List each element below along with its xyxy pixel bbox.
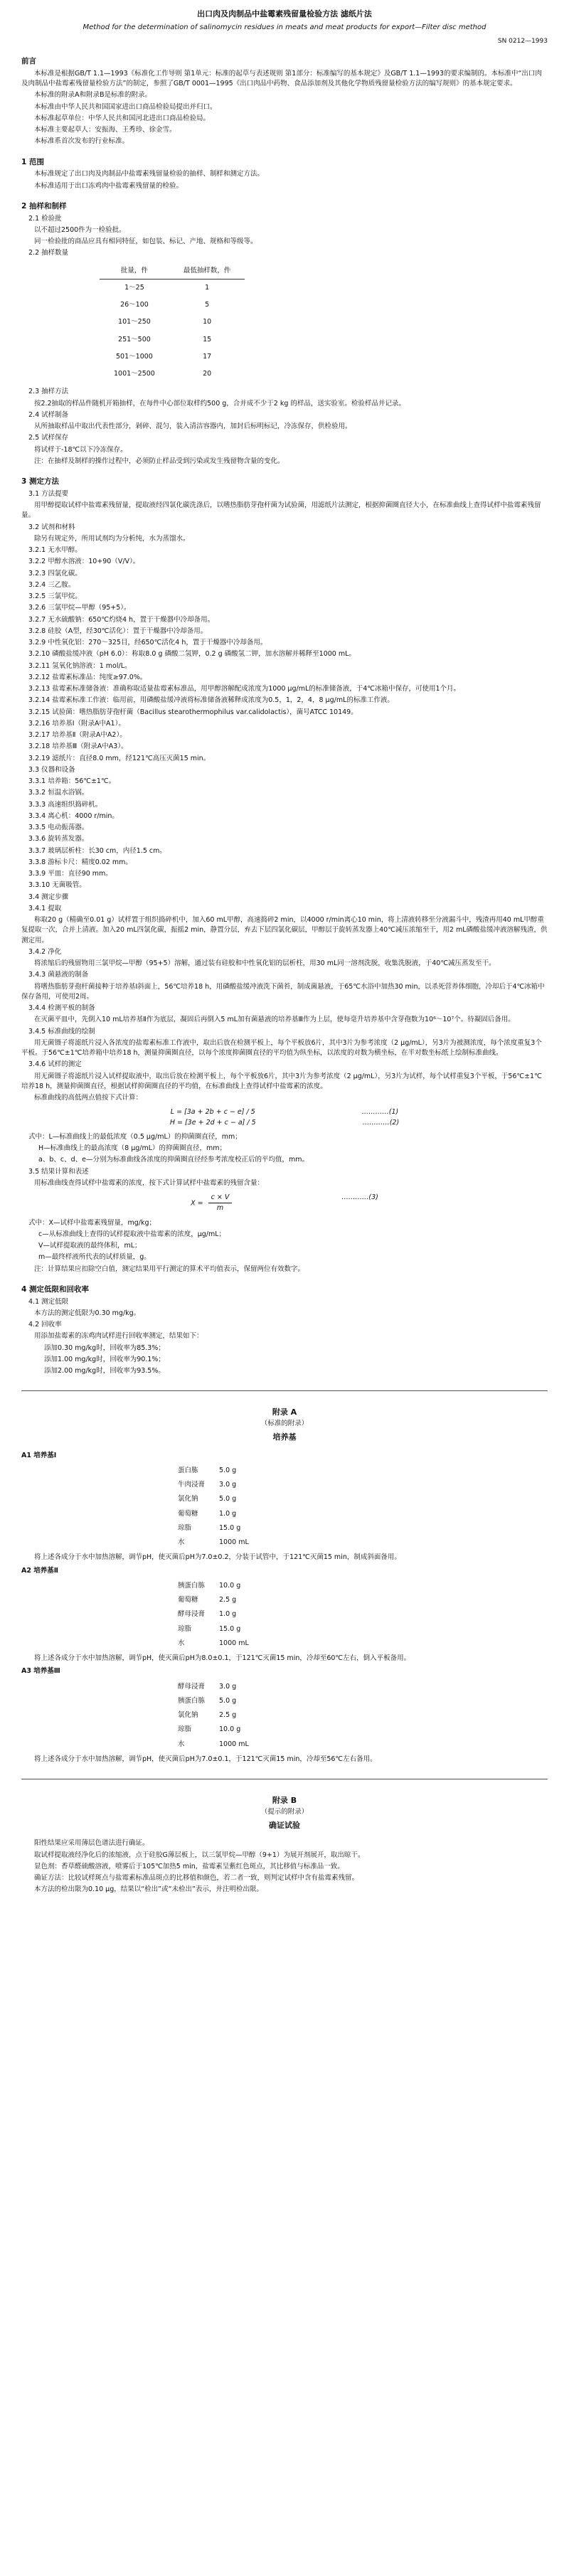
- reagent-item: 3.2.2 甲醇水溶液：10+90（V/V）。: [28, 558, 140, 566]
- ingredient: 水: [178, 1538, 185, 1546]
- reagent-item: 3.2.7 无水硫酸钠：650℃灼烧4 h，置于干燥器中冷却备用。: [28, 615, 215, 624]
- formula-row: [21, 1193, 548, 1214]
- table-cell: 17: [203, 352, 212, 361]
- appendix-b-title: 附录 B: [272, 1796, 297, 1805]
- equipment-item: 3.3.7 玻璃层析柱：长30 cm，内径1.5 cm。: [28, 846, 166, 855]
- doc-subtitle: Method for the determination of salinomycin residues in meats and meat products for export—Filter disc method: [83, 23, 486, 31]
- amount: 15.0 g: [219, 1523, 241, 1532]
- ingredient: 牛肉浸膏: [178, 1481, 206, 1489]
- equipment-item: 3.3.9 平皿：直径90 mm。: [28, 870, 112, 878]
- formula-legend: m—最终样液所代表的试样质量，g。: [38, 1253, 151, 1262]
- clause-text: 按2.2抽取的样品件随机开箱抽样，在每件中心部位取样约500 g，合并成不少于2 kg 的样品，送实验室。检验样品并记录。: [34, 399, 405, 408]
- equipment-item: 3.3.6 旋转蒸发器。: [28, 835, 89, 843]
- formula-h: H = [3e + 2d + c − a] / 5: [169, 1118, 256, 1127]
- amount: 1000 mL: [219, 1740, 249, 1748]
- reagent-item: 3.2.1 无水甲醇。: [28, 546, 82, 554]
- clause: 2.1 检验批: [28, 214, 62, 223]
- amount: 10.0 g: [219, 1725, 241, 1734]
- formula-legend: c—从标准曲线上查得的试样提取液中盐霉素的浓度，μg/mL；: [38, 1230, 226, 1238]
- amount: 3.0 g: [219, 1481, 237, 1489]
- formula-l: L = [3a + 2b + c − e] / 5: [170, 1108, 255, 1117]
- table-cell: 5: [205, 301, 210, 309]
- equipment-item: 3.3.2 恒温水浴锅。: [28, 789, 89, 797]
- section-1-heading: 1 范围: [21, 157, 44, 166]
- doc-title: 出口肉及肉制品中盐霉素残留量检验方法 滤纸片法: [197, 9, 372, 18]
- clause: 3.3 仪器和设备: [28, 765, 75, 774]
- clause-text: 将试样于-18℃以下冷冻保存。: [34, 445, 127, 454]
- table-row: [171, 1593, 304, 1607]
- amount: 5.0 g: [219, 1495, 237, 1503]
- section-3-heading: 3 测定方法: [21, 477, 59, 486]
- clause: 3.1 方法提要: [28, 489, 69, 498]
- table-cell: 501～1000: [116, 352, 153, 361]
- table-cell: 1: [205, 283, 210, 292]
- table-row: [171, 1579, 304, 1593]
- appendix-b-paragraph: 确证方法：比较试样斑点与盐霉素标准品斑点的比移值和颜色，若二者一致，则判定试样中含有盐霉素残留。: [34, 1874, 359, 1882]
- table-row: [171, 1521, 304, 1536]
- appendix-a-name: 培养基: [272, 1432, 297, 1442]
- medium-2-heading: A2 培养基Ⅱ: [21, 1566, 59, 1575]
- medium-3-heading: A3 培养基Ⅲ: [21, 1667, 60, 1676]
- table-row: [100, 348, 245, 366]
- medium-2-table: [171, 1579, 304, 1651]
- reagent-item: 3.2.10 磷酸盐缓冲液（pH 6.0）：称取8.0 g 磷酸二氢钾，0.2 g 磷酸氢二钾，加水溶解并稀释至1000 mL。: [28, 650, 356, 659]
- amount: 2.5 g: [219, 1596, 237, 1604]
- foreword-paragraph: 本标准起草单位：中华人民共和国河北进出口商品检验局。: [34, 114, 211, 122]
- foreword-paragraph: 本标准主要起草人：安振海、王秀珍、徐金雪。: [34, 126, 176, 134]
- section-4-heading: 4 测定低限和回收率: [21, 1284, 89, 1294]
- formula-legend: 式中：X—试样中盐霉素残留量，mg/kg；: [28, 1218, 156, 1227]
- reagent-item: 3.2.13 盐霉素标准储备液：准确称取适量盐霉素标准品，用甲醇溶解配成浓度为1000 μg/mL的标准储备液，于4℃冰箱中保存，可使用1个月。: [28, 685, 461, 693]
- reagent-item: 3.2.6 三氯甲烷—甲醇（95+5）。: [28, 604, 131, 612]
- clause: 3.4.3 菌悬液的制备: [28, 971, 89, 979]
- formula-block: [21, 1107, 548, 1128]
- formula-denominator: m: [216, 1204, 224, 1213]
- standard-id: SN 0212—1993: [497, 37, 548, 45]
- table-header: 批量，件: [100, 263, 169, 280]
- clause-text: 除另有规定外，所用试剂均为分析纯，水为蒸馏水。: [34, 534, 190, 543]
- equipment-item: 3.3.3 高速组织捣碎机。: [28, 800, 102, 809]
- reagent-item: 3.2.11 氢氧化钠溶液：1 mol/L。: [28, 661, 132, 670]
- list-item: 添加1.00 mg/kg时，回收率为90.1%；: [44, 1355, 165, 1363]
- section-2-heading: 2 抽样和制样: [21, 201, 67, 211]
- formula-row: [21, 1118, 548, 1128]
- clause: 3.4.1 提取: [28, 904, 62, 912]
- ingredient: 琼脂: [178, 1725, 192, 1734]
- clause-text: 本方法的测定低限为0.30 mg/kg。: [34, 1309, 141, 1317]
- clause: 3.4.5 标准曲线的绘制: [28, 1027, 95, 1036]
- table-cell: 20: [203, 370, 212, 378]
- ingredient: 酵母浸膏: [178, 1682, 206, 1691]
- clause-text: 将嗜热脂肪芽孢杆菌接种于培养基Ⅰ斜面上，56℃培养18 h，用磷酸盐缓冲液洗下菌苔，制成菌悬液，于65℃水浴中加热30 min，以杀死营养体细胞，冷却后于4℃冰箱中保存备用，可使用2周。: [21, 982, 545, 1001]
- medium-3-table: [171, 1680, 304, 1752]
- reagent-item: 3.2.5 三氯甲烷。: [28, 592, 82, 600]
- table-row: [100, 297, 245, 314]
- foreword-paragraph: 本标准的附录A和附录B是标准的附录。: [34, 91, 152, 100]
- clause-text: 将浓缩后的残留物用三氯甲烷—甲醇（95+5）溶解，通过装有硅胶和中性氧化铝的层析柱，用30 mL同一溶剂洗脱，收集洗脱液，于40℃减压蒸发至干。: [34, 959, 496, 967]
- table-cell: 10: [203, 318, 212, 326]
- ingredient: 水: [178, 1639, 185, 1647]
- note-text: 注：计算结果应扣除空白值，测定结果用平行测定的算术平均值表示，保留两位有效数字。: [34, 1265, 305, 1273]
- ingredient: 氯化钠: [178, 1495, 198, 1503]
- equipment-item: 3.3.5 电动振荡器。: [28, 824, 89, 831]
- appendix-b-paragraph: 取试样提取液经净化后的浓缩液，点于硅胶G薄层板上，以三氯甲烷—甲醇（9+1）为展开剂展开，取出晾干。: [34, 1851, 365, 1859]
- foreword-paragraph: 本标准由中华人民共和国国家进出口商品检验局提出并归口。: [34, 102, 217, 111]
- appendix-b-paragraph: 显色剂：香草醛硫酸溶液，喷雾后于105℃加热5 min，盐霉素呈紫红色斑点，其比移值与标准品一致。: [34, 1862, 344, 1870]
- formula-tag: …………(2): [362, 1118, 400, 1127]
- ingredient: 葡萄糖: [178, 1509, 198, 1518]
- amount: 1000 mL: [219, 1639, 249, 1647]
- clause: 3.2 试剂和材料: [28, 523, 75, 531]
- divider: [21, 1390, 548, 1391]
- reagent-item: 3.2.3 四氯化碳。: [28, 569, 82, 578]
- equipment-item: 3.3.8 游标卡尺：精度0.02 mm。: [28, 858, 132, 866]
- table-row: [100, 366, 245, 383]
- appendix-a-title: 附录 A: [272, 1407, 297, 1417]
- table-row: [100, 314, 245, 331]
- formula-x: [21, 1193, 548, 1214]
- table-cell: 26～100: [120, 301, 149, 309]
- medium-1-table: [171, 1464, 304, 1550]
- clause: 2.2 抽样数量: [28, 249, 69, 257]
- clause-text: 以不超过2500件为一检验批。: [34, 225, 126, 234]
- clause: 3.5 结果计算和表述: [28, 1167, 89, 1176]
- amount: 2.5 g: [219, 1711, 237, 1719]
- clause-text: 同一检验批的商品应具有相同特征，如包装、标记、产地、规格和等级等。: [34, 238, 257, 245]
- note-text: 注：在抽样及制样的操作过程中，必须防止样品受到污染或发生残留物含量的变化。: [34, 457, 284, 465]
- ingredient: 胰蛋白胨: [178, 1581, 206, 1590]
- clause-text: 从所抽取样品中取出代表性部分，剁碎、混匀，装入清洁容器内，加封后标明标记，冷冻保存，供检验用。: [34, 422, 352, 430]
- amount: 5.0 g: [219, 1466, 237, 1474]
- reagent-item: 3.2.16 培养基Ⅰ（附录A中A1）。: [28, 719, 125, 728]
- equipment-item: 3.3.4 离心机：4000 r/min。: [28, 811, 119, 820]
- table-row: [171, 1680, 304, 1694]
- table-cell: 1～25: [124, 283, 144, 292]
- clause-text: 标准曲线的高低两点值按下式计算：: [34, 1094, 143, 1102]
- clause-text: 用添加盐霉素的冻鸡肉试样进行回收率测定，结果如下：: [34, 1332, 203, 1341]
- clause: 3.4.4 检测平板的制备: [28, 1004, 95, 1012]
- formula-tag: …………(1): [361, 1108, 399, 1117]
- section-1-text: 本标准适用于出口冻鸡肉中盐霉素残留量的检验。: [34, 181, 184, 190]
- reagent-item: 3.2.18 培养基Ⅲ（附录A中A3）。: [28, 743, 128, 751]
- table-row: [171, 1723, 304, 1737]
- amount: 15.0 g: [219, 1624, 241, 1633]
- recovery-list: [44, 1343, 548, 1377]
- foreword-paragraph: 本标准系首次发布的行业标准。: [34, 137, 129, 146]
- table-cell: 101～250: [118, 318, 151, 326]
- appendix-b-name: 确证试验: [269, 1820, 300, 1830]
- clause: 2.5 试样保存: [28, 434, 69, 442]
- table-row: [171, 1737, 304, 1752]
- amount: 10.0 g: [219, 1581, 241, 1590]
- equipment-item: 3.3.1 培养箱：56℃±1℃。: [28, 777, 116, 785]
- clause: 4.1 测定低限: [28, 1297, 69, 1306]
- table-header: 最低抽样数，件: [169, 263, 245, 280]
- table-row: [171, 1622, 304, 1636]
- foreword-paragraph: 本标准是根据GB/T 1.1—1993《标准化工作导则 第1单元：标准的起草与表述规则 第1部分：标准编写的基本规定》及GB/T 1.1—1993的要求编制的。本标准中“出口肉及肉制品中盐霉素残留量检验方法”的制定，参照了GB/T 0001—1995《出口肉品中药物、食品添加剂及其他化学物质残留量检验方法的编写规则》的基本规定要求。: [21, 69, 542, 87]
- table-row: [171, 1607, 304, 1622]
- reagent-item: 3.2.4 三乙胺。: [28, 580, 75, 589]
- ingredient: 酵母浸膏: [178, 1610, 206, 1619]
- clause-text: 在灭菌平皿中，先倒入10 mL培养基Ⅱ作为底层，凝固后再倒入5 mL加有菌悬液的培养基Ⅲ作为上层，使每毫升培养基中含芽孢数为10⁶～10⁷个。待凝固后备用。: [34, 1016, 515, 1024]
- table-row: [171, 1492, 304, 1506]
- table-row: [171, 1636, 304, 1651]
- reagent-item: 3.2.9 中性氧化铝：270～325目，经650℃活化4 h，置于干燥器中冷却备用。: [28, 639, 267, 646]
- formula-tag: …………(3): [341, 1193, 378, 1201]
- ingredient: 琼脂: [178, 1624, 192, 1633]
- list-item: 添加2.00 mg/kg时，回收率为93.5%。: [44, 1367, 165, 1375]
- clause-text: 称取20 g（精确至0.01 g）试样置于组织捣碎机中，加入60 mL甲醇，高速捣碎2 min，以4000 r/min离心10 min，将上清液转移至分液漏斗中，残渣再用40 mL甲醇重复提取一次，合并上清液。加入20 mL四氯化碳，振摇2 min，静置分层，弃去下层四氯化碳层，甲醇层于旋转蒸发器上40℃减压浓缩至干，用2 mL磷酸盐缓冲液溶解残渣，供测定用。: [21, 916, 548, 944]
- clause-text: 用无菌镊子将滤纸片浸入各浓度的盐霉素标准工作液中，取出后放在检测平板上，每个平板放6片，其中3片为参考浓度（2 μg/mL），另3片为被测浓度，每个浓度重复3个平板。于56℃±1℃培养箱中培养18 h，测量抑菌圈直径，以每个浓度抑菌圈直径的平均值为纵坐标，以浓度的对数为横坐标，在半对数坐标纸上绘制标准曲线。: [21, 1038, 542, 1057]
- ingredient: 琼脂: [178, 1523, 192, 1532]
- ingredient: 胰蛋白胨: [178, 1696, 206, 1705]
- table-row: [171, 1536, 304, 1550]
- ingredient: 氯化钠: [178, 1711, 198, 1719]
- reagent-item: 3.2.15 试验菌：嗜热脂肪芽孢杆菌（Bacillus stearothermophilus var.calidolactis），菌号ATCC 10149。: [28, 708, 358, 716]
- table-row: [171, 1464, 304, 1478]
- table-cell: 1001～2500: [114, 370, 155, 378]
- clause-text: 用甲醇提取试样中盐霉素残留量，提取液经四氯化碳洗涤后，以嗜热脂肪芽孢杆菌为试验菌，用滤纸片法测定，根据抑菌圈直径大小，在标准曲线上查得试样中盐霉素残留量。: [21, 501, 541, 520]
- formula-fraction: [208, 1193, 233, 1214]
- medium-2-text: 将上述各成分于水中加热溶解，调节pH，使灭菌后pH为8.0±0.1，于121℃灭菌15 min，冷却至60℃左右，倒入平板备用。: [34, 1654, 411, 1662]
- clause: 3.4.6 试样的测定: [28, 1060, 82, 1069]
- reagent-item: 3.2.14 盐霉素标准工作液：临用前，用磷酸盐缓冲液将标准储备液稀释成浓度为0.5，1，2，4，8 μg/mL的标准工作液。: [28, 696, 394, 705]
- reagent-item: 3.2.17 培养基Ⅱ（附录A中A2）。: [28, 731, 127, 739]
- clause: 3.4.2 净化: [28, 947, 62, 956]
- section-1-text: 本标准规定了出口肉及肉制品中盐霉素残留量检验的抽样、制样和测定方法。: [34, 170, 265, 179]
- amount: 1.0 g: [219, 1509, 237, 1518]
- appendix-a-note: （标准的附录）: [260, 1419, 309, 1427]
- medium-1-text: 将上述各成分于水中加热溶解，调节pH，使灭菌后pH为7.0±0.2，分装于试管中，于121℃灭菌15 min，制成斜面备用。: [34, 1553, 401, 1562]
- amount: 1000 mL: [219, 1538, 249, 1546]
- formula-legend: V—试样提取液的最终体积，mL；: [38, 1242, 142, 1250]
- clause-text: 用标准曲线查得试样中盐霉素的浓度，按下式计算试样中盐霉素的残留含量：: [34, 1178, 265, 1187]
- table-row: [100, 331, 245, 348]
- ingredient: 葡萄糖: [178, 1596, 198, 1604]
- table-cell: 251～500: [118, 335, 151, 344]
- ingredient: 蛋白胨: [178, 1466, 198, 1474]
- formula-expression: [191, 1193, 235, 1214]
- reagent-item: 3.2.12 盐霉素标准品：纯度≥97.0%。: [28, 673, 147, 681]
- table-row: [171, 1708, 304, 1723]
- amount: 5.0 g: [219, 1696, 237, 1705]
- amount: 1.0 g: [219, 1610, 237, 1619]
- medium-1-heading: A1 培养基Ⅰ: [21, 1451, 57, 1459]
- equipment-item: 3.3.10 无菌吸管。: [28, 881, 86, 890]
- amount: 3.0 g: [219, 1682, 237, 1691]
- clause: 4.2 回收率: [28, 1321, 62, 1329]
- sampling-table: [100, 263, 245, 383]
- medium-3-text: 将上述各成分于水中加热溶解，调节pH，使灭菌后pH为7.0±0.1，于121℃灭菌15 min，冷却至56℃左右备用。: [34, 1755, 377, 1763]
- clause: 2.4 试样制备: [28, 410, 69, 419]
- appendix-b-note: （提示的附录）: [260, 1807, 309, 1816]
- formula-row: [21, 1107, 548, 1117]
- clause-text: 用无菌镊子将滤纸片浸入试样提取液中，取出后放在检测平板上，每个平板放6片，其中3片为参考浓度（2 μg/mL），另3片为试样，每个试样重复3个平板，于56℃±1℃培养18 h，测量抑菌圈直径，根据试样抑菌圈直径的平均值，在标准曲线上查得试样中盐霉素的浓度。: [21, 1072, 542, 1090]
- reagent-item: 3.2.19 滤纸片：直径8.0 mm，经121℃高压灭菌15 min。: [28, 754, 211, 762]
- formula-legend: 式中：L—标准曲线上的最低浓度（0.5 μg/mL）的抑菌圈直径，mm；: [28, 1132, 242, 1141]
- list-item: 添加0.30 mg/kg时，回收率为85.3%；: [44, 1343, 165, 1352]
- document-page: [21, 0, 548, 2576]
- formula-numerator: c × V: [208, 1193, 233, 1203]
- clause: 3.4 测定步骤: [28, 893, 69, 901]
- appendix-b-paragraph: 阳性结果应采用薄层色谱法进行确证。: [34, 1839, 149, 1848]
- clause: 2.3 抽样方法: [28, 388, 69, 396]
- table-row: [171, 1507, 304, 1521]
- reagent-item: 3.2.8 硅胶（A型，经30℃活化）：置于干燥器中冷却备用。: [28, 627, 208, 635]
- ingredient: 水: [178, 1740, 185, 1748]
- table-cell: 15: [203, 335, 212, 344]
- formula-legend: H—标准曲线上的最高浓度（8 μg/mL）的抑菌圈直径，mm；: [38, 1144, 227, 1152]
- foreword-heading: 前言: [21, 57, 36, 65]
- formula-lhs: X =: [191, 1199, 203, 1208]
- table-row: [171, 1478, 304, 1492]
- formula-legend: a、b、c、d、e—分别为标准曲线各浓度的抑菌圈直径经参考浓度校正后的平均值，mm。: [38, 1156, 309, 1164]
- appendix-b-paragraph: 本方法的检出限为0.10 μg，结果以“检出”或“未检出”表示，并注明检出限。: [34, 1885, 263, 1894]
- table-row: [171, 1694, 304, 1708]
- table-row: [100, 279, 245, 297]
